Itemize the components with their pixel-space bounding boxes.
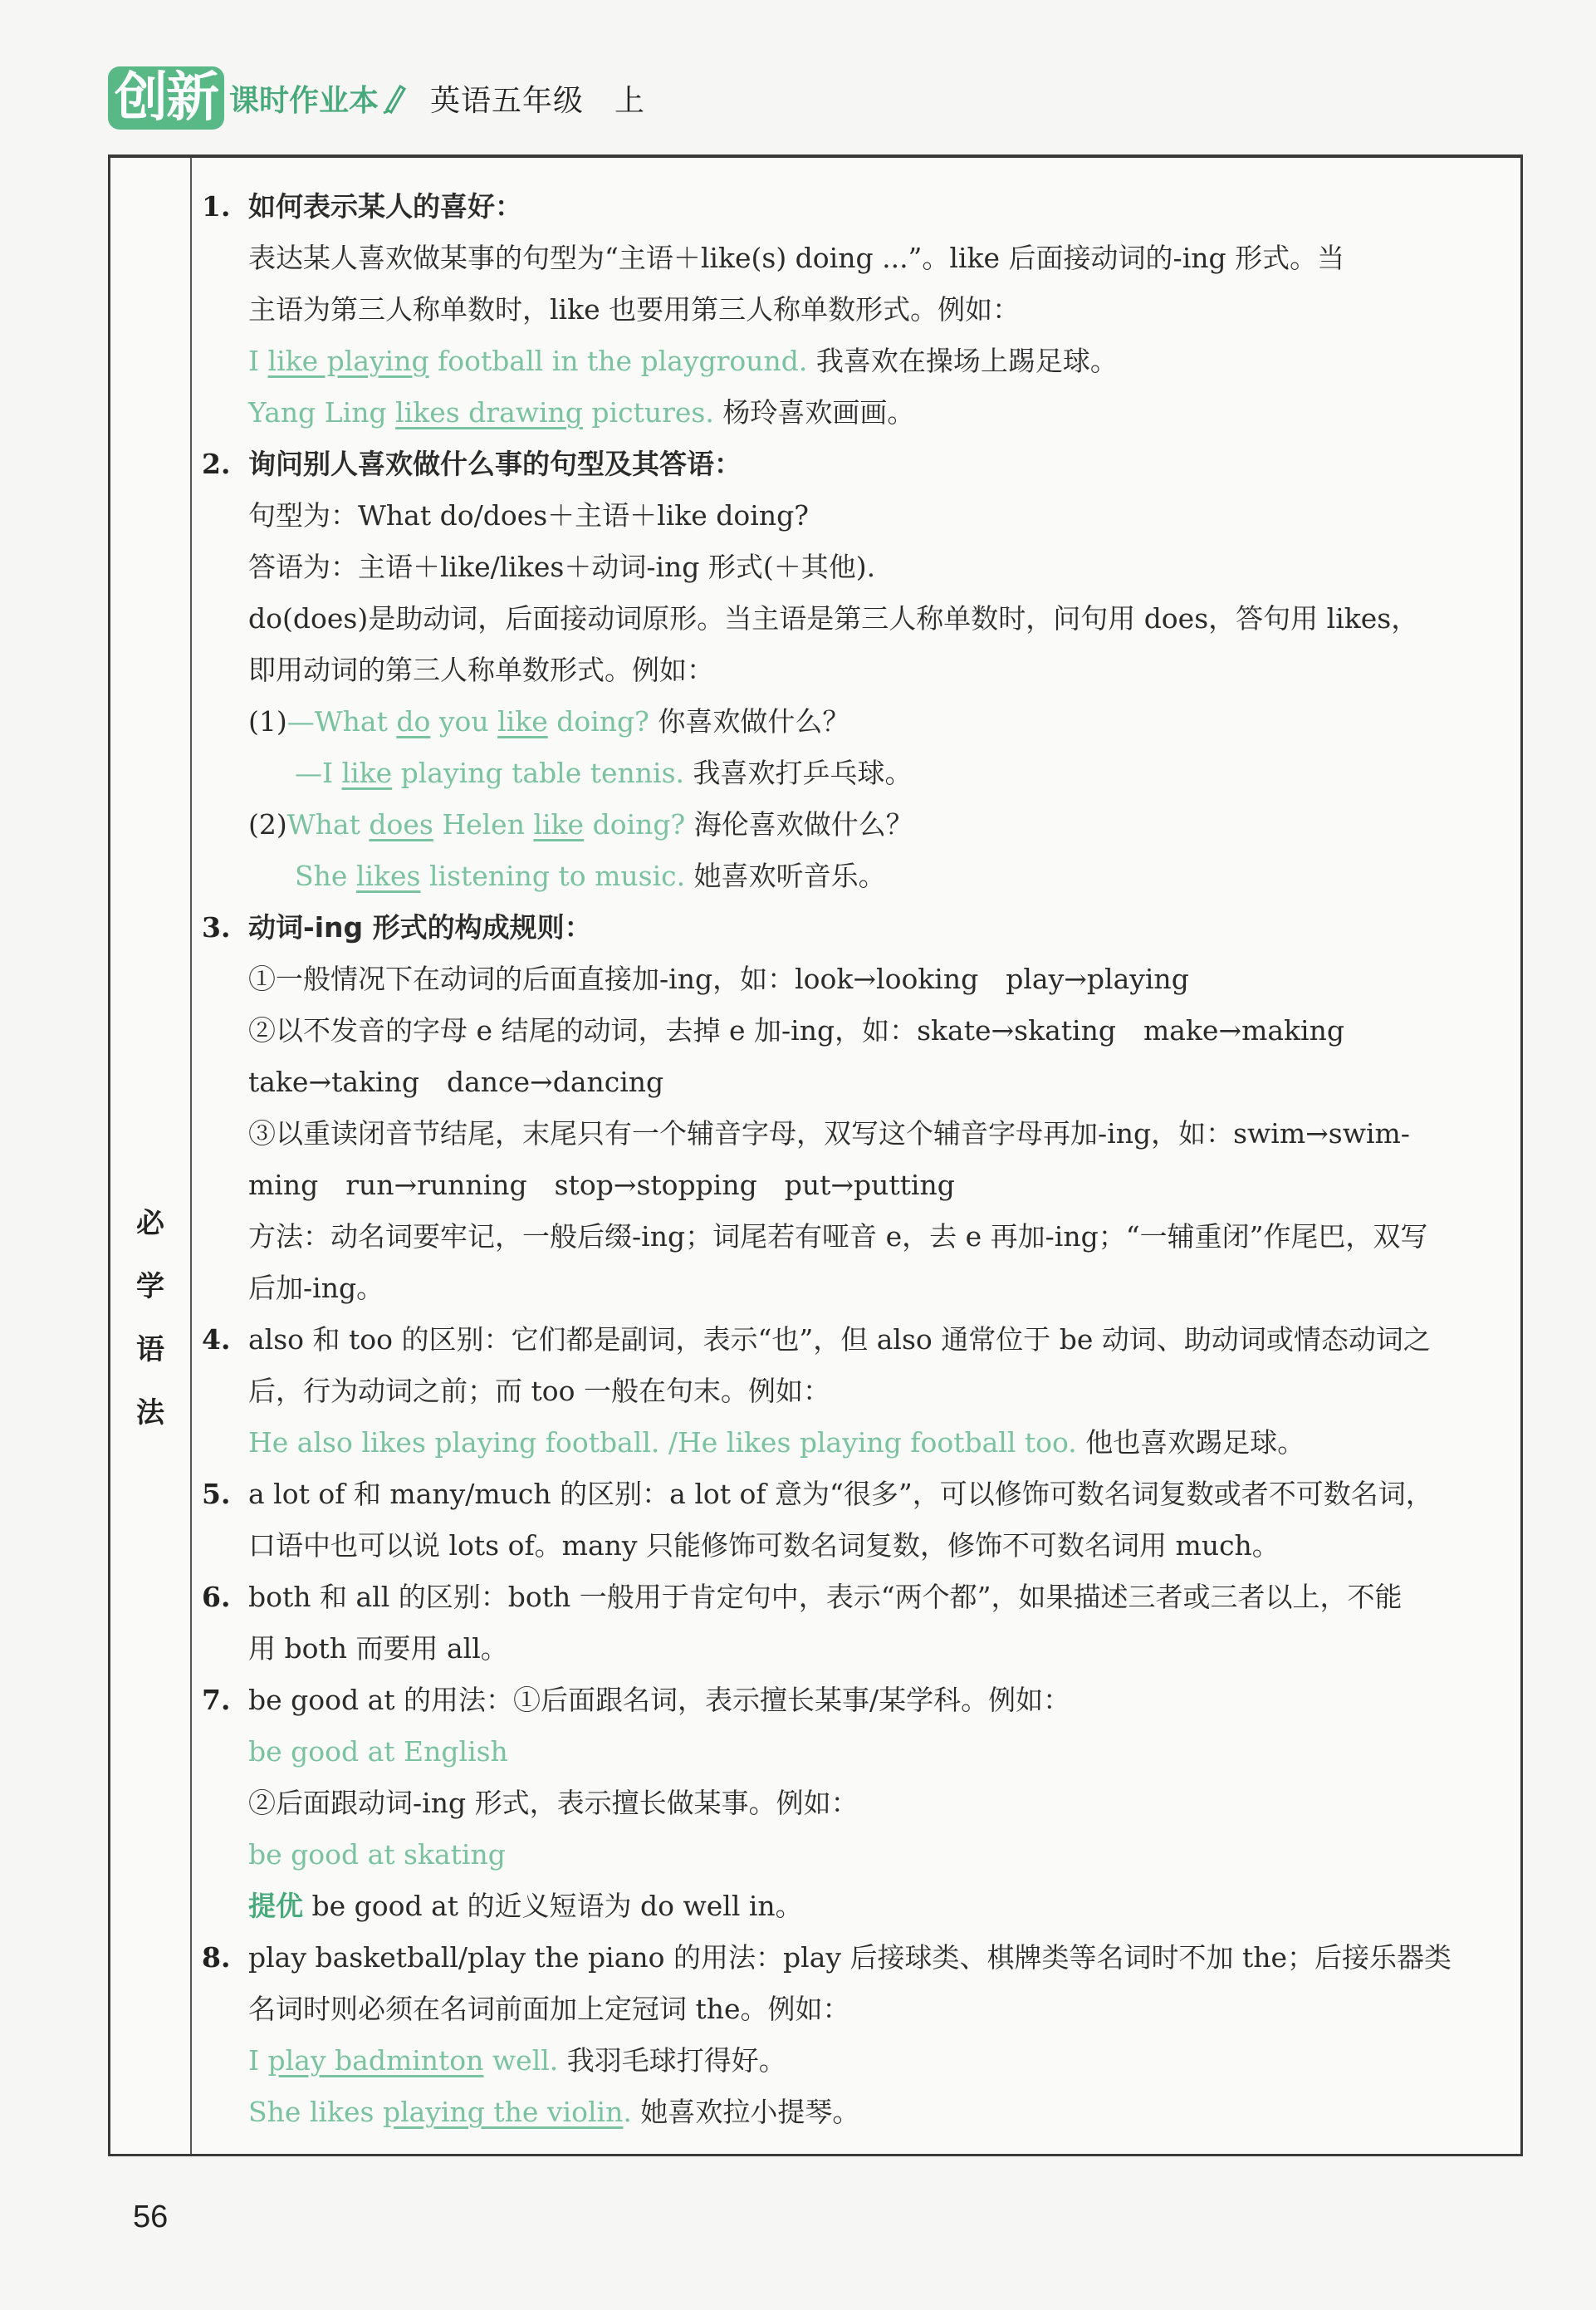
example-sentence: Yang Ling likes drawing pictures. 杨玲喜欢画画。 [248, 396, 915, 429]
item-text: play basketball/play the piano 的用法：play 后接球类、棋牌类等名词时不加 the；后接乐器类 [248, 1941, 1452, 1974]
item-title: 动词-ing 形式的构成规则： [248, 911, 592, 944]
item-number: 4. [202, 1323, 231, 1356]
example-sentence: She likes playing the violin. 她喜欢拉小提琴。 [248, 2096, 860, 2128]
grammar-item-8 [202, 1932, 1505, 2138]
brand-title: 创新 [108, 66, 224, 130]
item-text: 即用动词的第三人称单数形式。例如： [248, 654, 714, 686]
brand-logo [108, 66, 407, 130]
grammar-item-6 [202, 1572, 1505, 1675]
example-answer: —I like playing table tennis. 我喜欢打乒乓球。 [295, 757, 913, 789]
brand-subtitle: 课时作业本 [229, 83, 379, 118]
item-text: do(does)是助动词，后面接动词原形。当主语是第三人称单数时，问句用 does，答句用 likes， [248, 602, 1419, 635]
item-number: 7. [202, 1684, 231, 1716]
grammar-item-4 [202, 1314, 1505, 1469]
page-header [108, 65, 645, 131]
item-text: 表达某人喜欢做某事的句型为“主语＋like(s) doing ...”。like 后面接动词的-ing 形式。当 [248, 242, 1345, 274]
tip-badge: 提优 [248, 1890, 303, 1922]
item-text: 后，行为动词之前；而 too 一般在句末。例如： [248, 1375, 830, 1407]
grammar-item-5 [202, 1469, 1505, 1572]
item-text: 口语中也可以说 lots of。many 只能修饰可数名词复数，修饰不可数名词用 much。 [248, 1529, 1280, 1562]
example-sentence: I play badminton well. 我羽毛球打得好。 [248, 2044, 786, 2077]
item-number: 8. [202, 1941, 231, 1974]
item-text: be good at 的用法：①后面跟名词，表示擅长某事/某学科。例如： [248, 1684, 1071, 1716]
item-number: 6. [202, 1581, 231, 1613]
item-number: 2. [202, 448, 231, 480]
item-number: 5. [202, 1478, 231, 1510]
item-title: 如何表示某人的喜好： [248, 190, 522, 223]
item-number: 3. [202, 911, 231, 944]
grammar-item-3 [202, 902, 1505, 1314]
example-phrase: be good at skating [248, 1838, 506, 1871]
side-char: 学 [136, 1270, 164, 1303]
page-number: 56 [133, 2200, 169, 2234]
side-column [110, 158, 192, 2154]
pen-icon [382, 81, 407, 115]
grammar-content [202, 181, 1505, 2138]
item-text: ②以不发音的字母 e 结尾的动词，去掉 e 加-ing，如：skate→skating make→making [248, 1014, 1344, 1047]
item-text: 答语为：主语＋like/likes＋动词-ing 形式(＋其他). [248, 551, 876, 583]
item-text: ②后面跟动词-ing 形式，表示擅长做某事。例如： [248, 1787, 859, 1819]
side-char: 法 [136, 1396, 164, 1430]
subject-grade: 英语五年级 上 [430, 83, 646, 118]
side-label [110, 1192, 190, 1444]
side-char: 必 [136, 1207, 164, 1240]
example-question: (2)What does Helen like doing? 海伦喜欢做什么？ [248, 808, 913, 841]
grammar-item-7 [202, 1675, 1505, 1932]
item-text: both 和 all 的区别：both 一般用于肯定句中，表示“两个都”，如果描述三者或三者以上，不能 [248, 1581, 1403, 1613]
item-title: 询问别人喜欢做什么事的句型及其答语： [248, 448, 742, 480]
example-phrase: be good at English [248, 1735, 508, 1768]
item-text: ming run→running stop→stopping put→putting [248, 1169, 955, 1201]
item-text: ①一般情况下在动词的后面直接加-ing，如：look→looking play→playing [248, 963, 1189, 995]
example-question: (1)—What do you like doing? 你喜欢做什么？ [248, 705, 850, 738]
item-text: 方法：动名词要牢记，一般后缀-ing；词尾若有哑音 e，去 e 再加-ing；“一辅重闭”作尾巴，双写 [248, 1220, 1428, 1253]
example-sentence: I like playing football in the playground. 我喜欢在操场上踢足球。 [248, 345, 1118, 377]
example-answer: She likes listening to music. 她喜欢听音乐。 [295, 860, 886, 892]
item-text: 用 both 而要用 all。 [248, 1632, 508, 1665]
item-text: 后加-ing。 [248, 1272, 384, 1304]
grammar-box [108, 154, 1523, 2156]
item-number: 1. [202, 190, 231, 223]
item-text: ③以重读闭音节结尾，末尾只有一个辅音字母，双写这个辅音字母再加-ing，如：swim→swim- [248, 1117, 1410, 1150]
item-text: 名词时则必须在名词前面加上定冠词 the。例如： [248, 1993, 850, 2025]
example-sentence: He also likes playing football. /He likes playing football too. 他也喜欢踢足球。 [248, 1426, 1305, 1459]
side-char: 语 [136, 1333, 164, 1366]
grammar-item-2 [202, 439, 1505, 902]
grammar-item-1 [202, 181, 1505, 439]
item-text: 句型为：What do/does＋主语＋like doing? [248, 499, 809, 532]
item-text: 主语为第三人称单数时，like 也要用第三人称单数形式。例如： [248, 293, 1021, 326]
item-text: a lot of 和 many/much 的区别：a lot of 意为“很多”，可以修饰可数名词复数或者不可数名词， [248, 1478, 1433, 1510]
tip-line: 提优 be good at 的近义短语为 do well in。 [248, 1890, 803, 1922]
item-text: also 和 too 的区别：它们都是副词，表示“也”，但 also 通常位于 be 动词、助动词或情态动词之 [248, 1323, 1431, 1356]
item-text: take→taking dance→dancing [248, 1066, 664, 1098]
